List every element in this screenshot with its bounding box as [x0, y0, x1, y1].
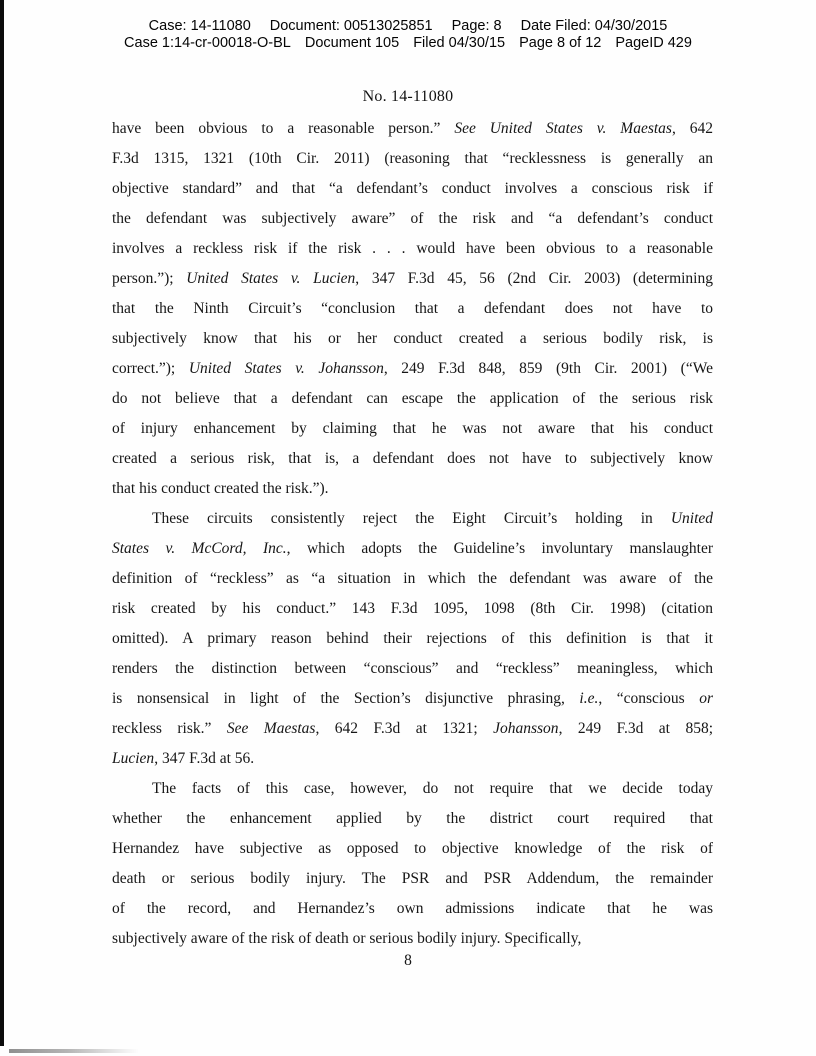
body-line: the defendant was subjectively aware” of the risk and “a defendant’s conduct — [112, 210, 713, 227]
scan-smudge-artifact — [9, 1049, 139, 1053]
body-line: of injury enhancement by claiming that he was not aware that his conduct — [112, 420, 713, 437]
stamp-district-case: Case 1:14-cr-00018-O-BL — [124, 35, 291, 51]
stamp-pageid: PageID 429 — [615, 35, 692, 51]
body-line: person.”); United States v. Lucien, 347 F.3d 45, 56 (2nd Cir. 2003) (determining — [112, 270, 713, 287]
body-line: correct.”); United States v. Johansson, 249 F.3d 848, 859 (9th Cir. 2001) (“We — [112, 360, 713, 377]
stamp-district-page: Page 8 of 12 — [519, 35, 602, 51]
body-line: definition of “reckless” as “a situation in which the defendant was aware of the — [112, 570, 713, 587]
body-line: have been obvious to a reasonable person.” See United States v. Maestas, 642 — [112, 120, 713, 137]
body-line: that the Ninth Circuit’s “conclusion that a defendant does not have to — [112, 300, 713, 317]
body-line: that his conduct created the risk.”). — [112, 480, 329, 497]
stamp-document: Document: 00513025851 — [269, 18, 433, 34]
body-line: whether the enhancement applied by the district court required that — [112, 810, 713, 827]
body-line: is nonsensical in light of the Section’s disjunctive phrasing, i.e., “conscious or — [112, 690, 713, 707]
body-line: involves a reckless risk if the risk . . . would have been obvious to a reasonable — [112, 240, 713, 257]
body-line: The facts of this case, however, do not require that we decide today — [152, 780, 713, 797]
body-line: F.3d 1315, 1321 (10th Cir. 2011) (reasoning that “recklessness is generally an — [112, 150, 713, 167]
body-line: Lucien, 347 F.3d at 56. — [112, 750, 255, 767]
body-line: death or serious bodily injury. The PSR and PSR Addendum, the remainder — [112, 870, 713, 887]
page-number: 8 — [404, 952, 412, 969]
stamp-district-document: Document 105 — [304, 35, 400, 51]
efiling-stamp-line-2 — [0, 35, 816, 52]
body-line: objective standard” and that “a defendant’s conduct involves a conscious risk if — [112, 180, 713, 197]
stamp-case: Case: 14-11080 — [148, 18, 251, 34]
body-line: States v. McCord, Inc., which adopts the Guideline’s involuntary manslaughter — [112, 540, 713, 557]
stamp-district-filed: Filed 04/30/15 — [413, 35, 506, 51]
case-number-heading: No. 14-11080 — [362, 88, 454, 105]
scan-edge-artifact — [0, 0, 4, 1046]
efiling-stamp-line-1 — [0, 18, 816, 35]
body-line: omitted). A primary reason behind their rejections of this definition is that it — [112, 630, 713, 647]
body-line: risk created by his conduct.” 143 F.3d 1095, 1098 (8th Cir. 1998) (citation — [112, 600, 713, 617]
body-line: These circuits consistently reject the Eight Circuit’s holding in United — [152, 510, 713, 527]
body-line: subjectively aware of the risk of death or serious bodily injury. Specifically, — [112, 930, 582, 947]
body-line: of the record, and Hernandez’s own admissions indicate that he was — [112, 900, 713, 917]
body-line: subjectively know that his or her conduct created a serious bodily risk, is — [112, 330, 713, 347]
stamp-date-filed: Date Filed: 04/30/2015 — [520, 18, 668, 34]
body-text — [112, 114, 713, 954]
body-line: Hernandez have subjective as opposed to objective knowledge of the risk of — [112, 840, 713, 857]
stamp-page: Page: 8 — [451, 18, 502, 34]
body-line: renders the distinction between “conscious” and “reckless” meaningless, which — [112, 660, 713, 677]
body-line: created a serious risk, that is, a defendant does not have to subjectively know — [112, 450, 713, 467]
body-line: do not believe that a defendant can escape the application of the serious risk — [112, 390, 713, 407]
body-line: reckless risk.” See Maestas, 642 F.3d at 1321; Johansson, 249 F.3d at 858; — [112, 720, 713, 737]
